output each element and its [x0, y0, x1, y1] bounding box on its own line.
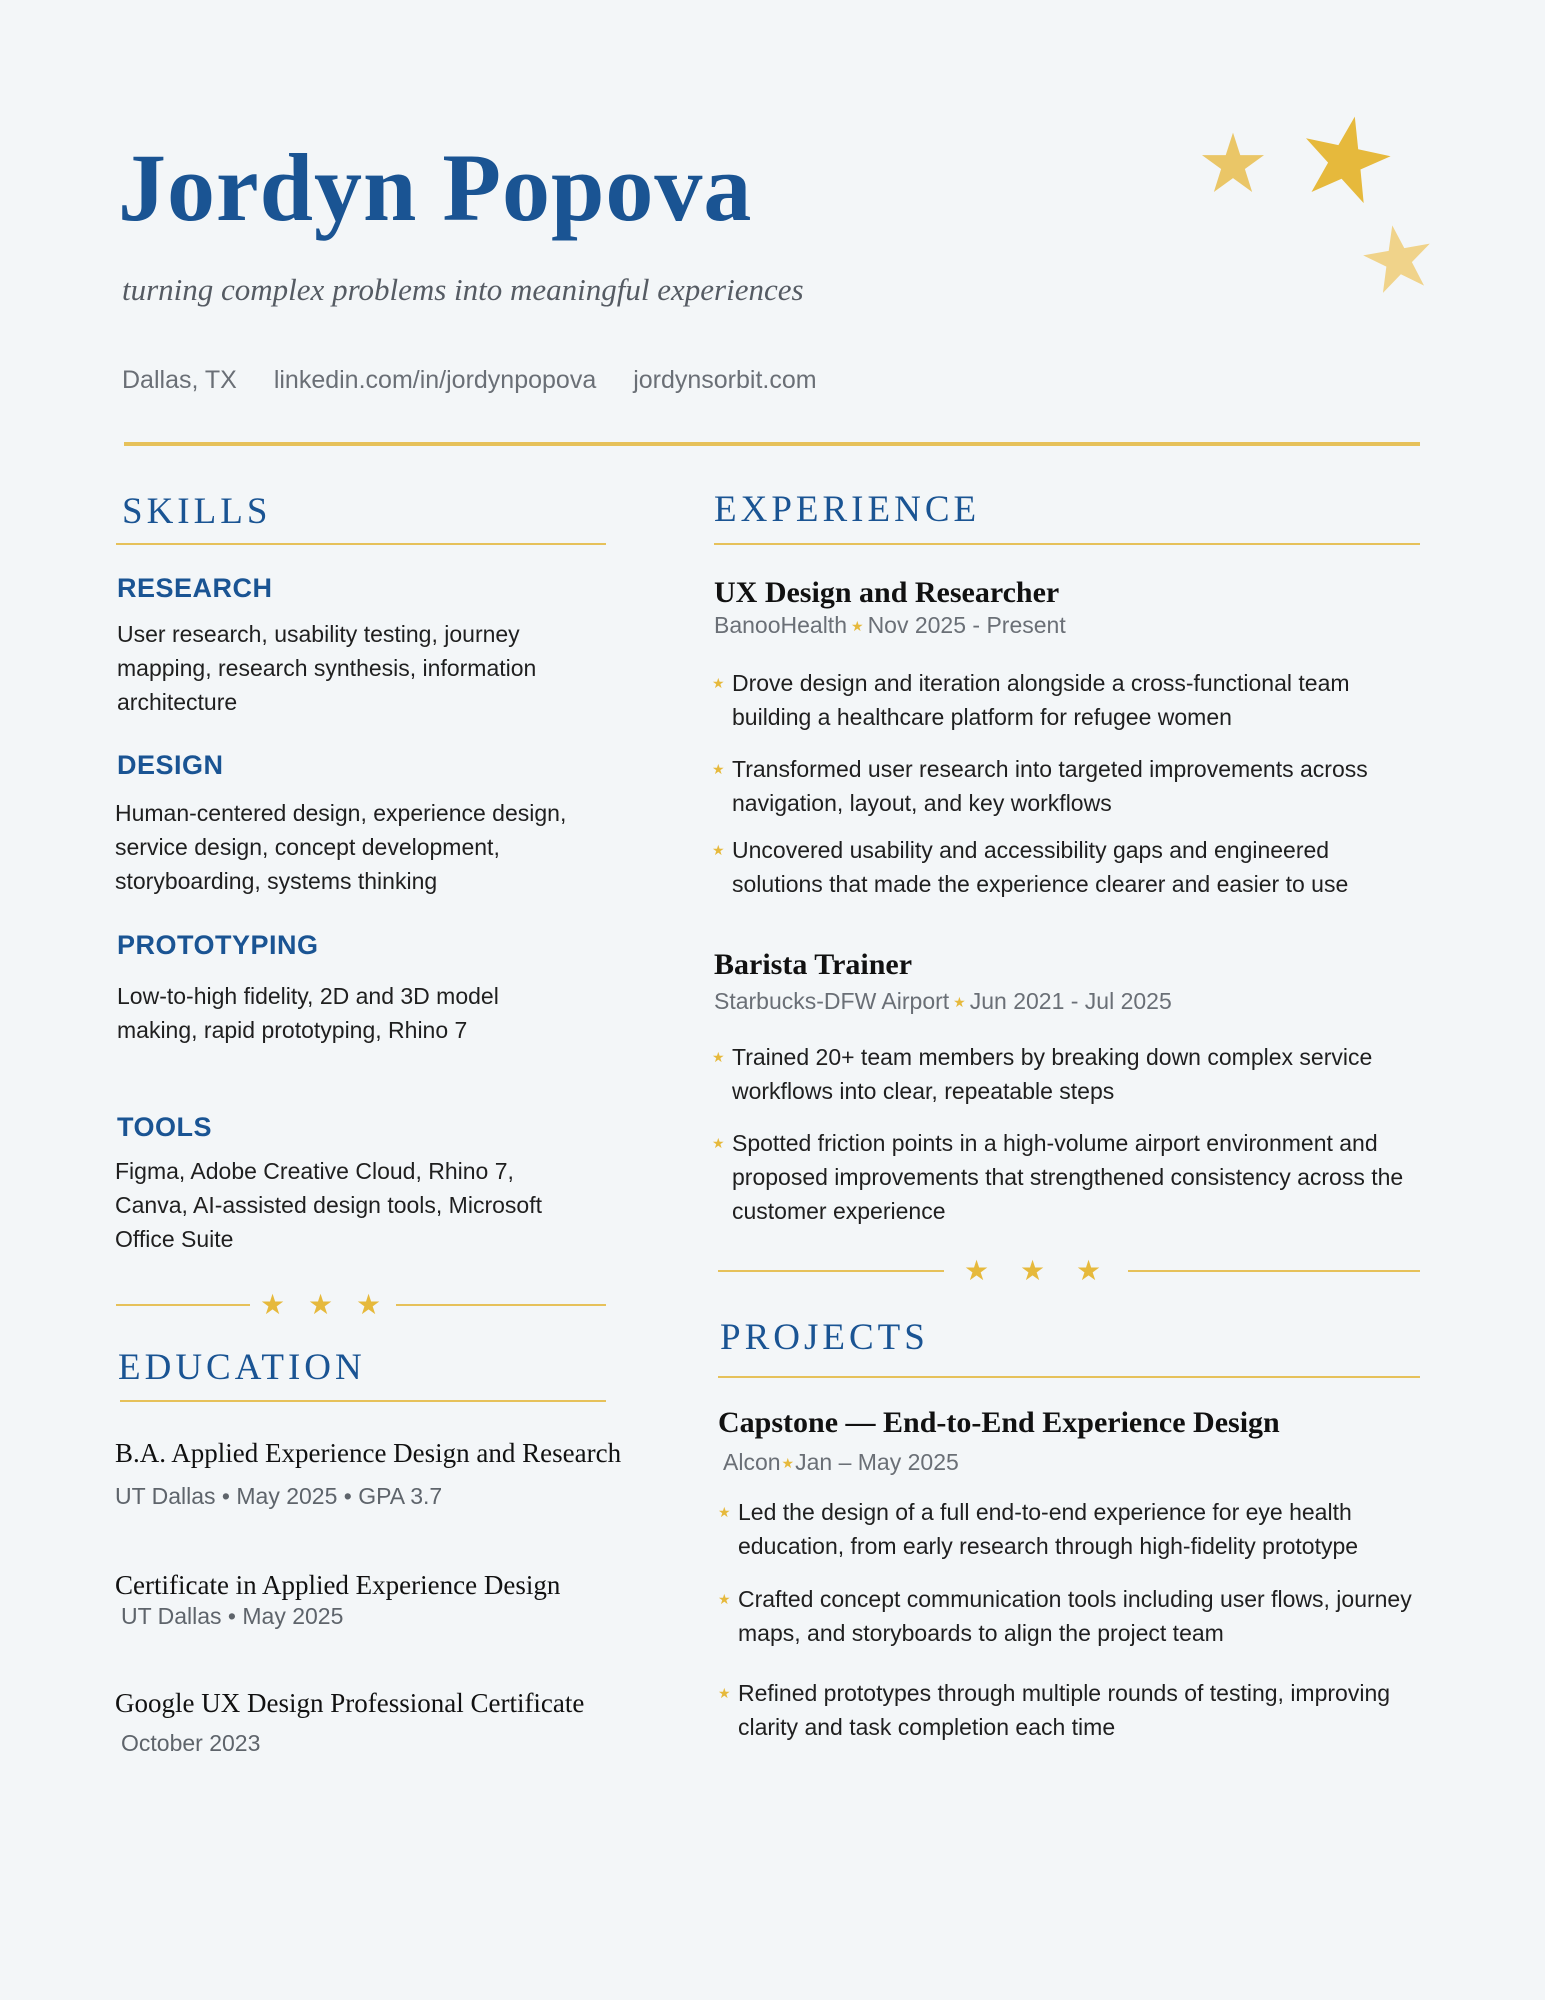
project-bullet	[718, 1495, 1438, 1563]
star-bullet-icon: ★	[718, 1685, 731, 1701]
project-bullet-text: Led the design of a full end-to-end experience for eye health education, from early research through high-fidelity prototype	[738, 1499, 1359, 1559]
skill-group-text: User research, usability testing, journey mapping, research synthesis, information architecture	[117, 621, 537, 715]
job-bullet-text: Drove design and iteration alongside a cross-functional team building a healthcare platform for refugee women	[732, 670, 1350, 730]
experience-rule	[714, 543, 1420, 545]
star-bullet-icon: ★	[781, 1455, 795, 1471]
job-bullet-text: Trained 20+ team members by breaking down complex service workflows into clear, repeatable steps	[732, 1044, 1373, 1104]
star-icon: ★	[356, 1289, 382, 1320]
star-bullet-icon: ★	[712, 1135, 725, 1151]
job-title: UX Design and Researcher	[714, 576, 1060, 609]
skills-rule	[116, 543, 606, 545]
job-meta	[714, 612, 1066, 639]
job-bullet	[712, 1126, 1442, 1228]
star-icon	[1200, 130, 1266, 196]
star-icon: ★	[1076, 1255, 1102, 1286]
job-bullet	[712, 1040, 1412, 1108]
experience-title: EXPERIENCE	[714, 489, 981, 530]
star-bullet-icon: ★	[712, 761, 725, 777]
star-divider	[718, 1256, 1420, 1286]
education-item-meta: UT Dallas • May 2025 • GPA 3.7	[115, 1483, 443, 1509]
job-bullet	[712, 752, 1412, 820]
education-item-title: B.A. Applied Experience Design and Research	[115, 1438, 622, 1468]
job-bullet-text: Uncovered usability and accessibility gaps and engineered solutions that made the experience clearer and easier to use	[732, 837, 1349, 897]
project-bullet-text: Crafted concept communication tools including user flows, journey maps, and storyboards to align the project team	[738, 1586, 1412, 1646]
job-bullet-text: Transformed user research into targeted improvements across navigation, layout, and key workflows	[732, 756, 1368, 816]
skill-group-text: Human-centered design, experience design, service design, concept development, storyboarding, systems thinking	[115, 800, 567, 894]
skill-group-text: Figma, Adobe Creative Cloud, Rhino 7, Canva, AI-assisted design tools, Microsoft Office Suite	[115, 1158, 542, 1252]
education-item-title: Google UX Design Professional Certificate	[115, 1688, 585, 1718]
star-bullet-icon: ★	[718, 1504, 731, 1520]
star-icon	[1356, 216, 1439, 299]
project-meta	[723, 1449, 959, 1476]
star-bullet-icon: ★	[718, 1591, 731, 1607]
job-org: BanooHealth	[714, 612, 847, 638]
project-org: Alcon	[723, 1449, 781, 1475]
tagline: turning complex problems into meaningful experiences	[122, 272, 804, 307]
skill-group-text: Low-to-high fidelity, 2D and 3D model making, rapid prototyping, Rhino 7	[117, 983, 499, 1043]
job-org: Starbucks-DFW Airport	[714, 988, 950, 1014]
education-item-meta: UT Dallas • May 2025	[121, 1603, 344, 1629]
job-title: Barista Trainer	[714, 948, 913, 981]
header-divider	[124, 442, 1420, 446]
star-icon: ★	[308, 1289, 334, 1320]
contact-line	[122, 366, 847, 395]
skill-group-label: RESEARCH	[117, 573, 273, 603]
contact-linkedin[interactable]: linkedin.com/in/jordynpopova	[273, 366, 597, 394]
resume-name: Jordyn Popova	[118, 134, 753, 241]
job-bullet	[712, 666, 1412, 734]
project-bullet-text: Refined prototypes through multiple rounds of testing, improving clarity and task completion each time	[738, 1680, 1391, 1740]
star-bullet-icon: ★	[851, 618, 864, 634]
star-icon: ★	[964, 1255, 990, 1286]
star-icon: ★	[1020, 1255, 1046, 1286]
job-bullet	[712, 833, 1412, 901]
job-dates: Nov 2025 - Present	[867, 612, 1066, 638]
star-bullet-icon: ★	[712, 1049, 725, 1065]
star-divider	[116, 1290, 606, 1320]
project-bullet	[718, 1676, 1438, 1744]
star-icon	[1291, 103, 1400, 212]
star-bullet-icon: ★	[712, 842, 725, 858]
job-dates: Jun 2021 - Jul 2025	[969, 988, 1172, 1014]
project-bullet	[718, 1582, 1438, 1650]
contact-location: Dallas, TX	[122, 366, 237, 394]
skill-group-label: PROTOTYPING	[117, 930, 319, 960]
projects-title: PROJECTS	[720, 1317, 929, 1358]
education-rule	[120, 1400, 606, 1402]
skill-group-label: DESIGN	[117, 750, 224, 780]
project-dates: Jan – May 2025	[795, 1449, 959, 1475]
job-bullet-text: Spotted friction points in a high-volume airport environment and proposed improvements that strengthened consistency across the customer experience	[732, 1130, 1404, 1224]
star-bullet-icon: ★	[712, 675, 725, 691]
projects-rule	[718, 1376, 1420, 1378]
education-title: EDUCATION	[118, 1347, 366, 1388]
star-bullet-icon: ★	[953, 994, 966, 1010]
job-meta	[714, 988, 1172, 1015]
star-icon: ★	[260, 1289, 286, 1320]
education-item-meta: October 2023	[121, 1730, 261, 1756]
contact-website[interactable]: jordynsorbit.com	[633, 366, 817, 394]
skill-group-label: TOOLS	[117, 1112, 213, 1142]
project-title: Capstone — End-to-End Experience Design	[718, 1406, 1280, 1439]
skills-title: SKILLS	[122, 491, 272, 532]
education-item-title: Certificate in Applied Experience Design	[115, 1570, 561, 1600]
